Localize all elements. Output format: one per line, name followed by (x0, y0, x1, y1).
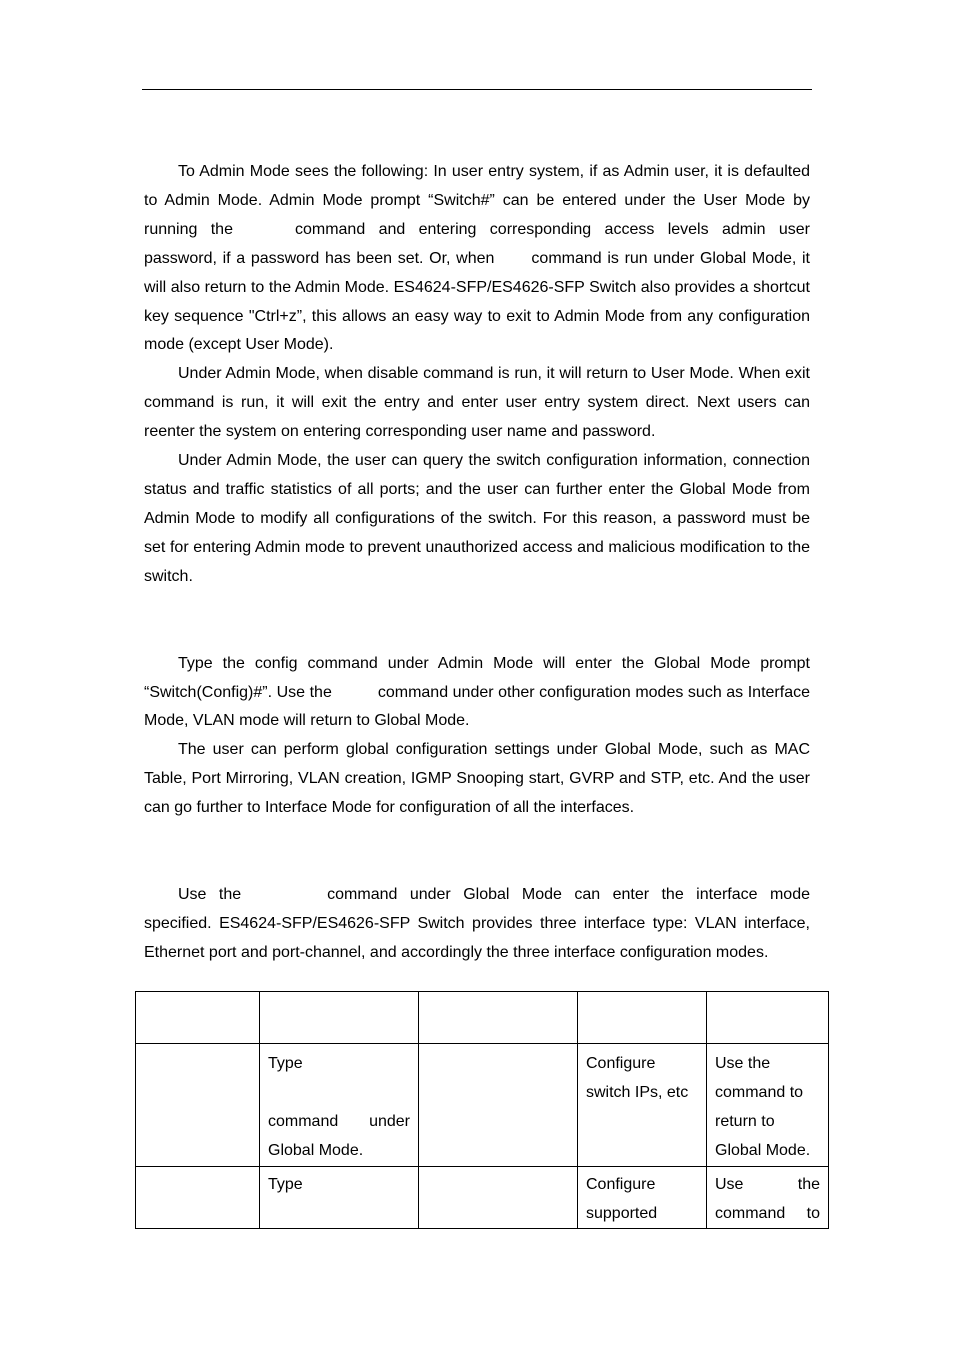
table-cell-function (578, 1044, 707, 1167)
admin-mode-paragraph-1 (144, 158, 810, 360)
exit-word: command (715, 1204, 786, 1222)
table-header-row (136, 992, 829, 1044)
table-cell-function (578, 1166, 707, 1229)
interface-modes-table (135, 991, 829, 1229)
document-body (144, 158, 810, 968)
function-line: switch IPs, etc (586, 1083, 689, 1101)
entry-line: Type (268, 1055, 303, 1072)
header-rule (142, 89, 812, 90)
interface-mode-paragraph-1 (144, 881, 810, 968)
section-gap-interface (144, 823, 810, 881)
function-line: Configure (586, 1175, 656, 1193)
admin-p1-text-a: To Admin Mode sees the following: In user entry system, if as Admin user, it is defaulted to Admin Mode. Admin Mode prompt “Switch#” can be entered under the User Mode by running the (144, 163, 810, 238)
admin-p1-text-c: command is run under Global Mode, it will also return to the Admin Mode. ES4624-SFP/ES4626-SFP Switch also provides a shortcut key sequence "Ctrl+z”, this allows an easy way to exit to Admin Mode from any configuration mode (except User Mode). (144, 249, 811, 354)
global-mode-paragraph-1 (144, 650, 810, 737)
function-line: Configure (586, 1055, 656, 1072)
admin-mode-paragraph-2: Under Admin Mode, when disable command is run, it will return to User Mode. When exit command is run, it will exit the entry and enter user entry system direct. Next users can reenter the system on entering corresponding user name and password. (144, 365, 810, 441)
admin-mode-paragraph-3: Under Admin Mode, the user can query the switch configuration information, connection status and traffic statistics of all ports; and the user can further enter the Global Mode from Admin Mode to modify all configurations of the switch. For this reason, a password must be set for entering Admin mode to prevent unauthorized access and malicious modification to the switch. (144, 452, 810, 585)
table-cell-prompt (419, 1044, 578, 1167)
table-cell-exit (707, 1166, 829, 1229)
interface-p1-text-a: Use the (178, 886, 242, 904)
table-cell-prompt (419, 1166, 578, 1229)
exit-line: return to (715, 1112, 775, 1130)
table-cell-mode (136, 1166, 260, 1229)
table-cell-exit (707, 1044, 829, 1167)
exit-line: Global Mode. (715, 1141, 811, 1159)
table-header-cell (136, 992, 260, 1044)
exit-line: command to (715, 1083, 804, 1101)
global-mode-paragraph-2: The user can perform global configuration settings under Global Mode, such as MAC Table, Port Mirroring, VLAN creation, IGMP Snooping start, GVRP and STP, etc. And the user can go further to Interface Mode for configuration of all the interfaces. (144, 741, 810, 817)
global-p1-text-a: Type the config command under Admin Mode will enter the Global Mode prompt “Switch(Config)#”. Use the (144, 654, 810, 701)
entry-blank-line (268, 1079, 410, 1108)
exit-word: the (797, 1175, 820, 1193)
entry-word: command (268, 1112, 339, 1130)
entry-line: Type (268, 1175, 303, 1193)
table-header-cell (419, 992, 578, 1044)
exit-word: to (806, 1204, 820, 1222)
exit-line: Use the (715, 1055, 771, 1072)
entry-word: under (369, 1112, 410, 1130)
table-row (136, 1166, 829, 1229)
entry-line: Global Mode. (268, 1141, 364, 1159)
table-row (136, 1044, 829, 1167)
function-line: supported (586, 1204, 658, 1222)
admin-p1-text-b: command and entering corresponding access levels admin user password, if a password has been set. Or, when (144, 220, 810, 267)
table-cell-mode (136, 1044, 260, 1167)
global-p1-text-b: command under other configuration modes such as Interface Mode, VLAN mode will return to Global Mode. (144, 683, 810, 730)
table-cell-entry (260, 1166, 419, 1229)
interface-p1-text-b: command under Global Mode can enter the interface mode specified. ES4624-SFP/ES4626-SFP Switch provides three interface type: VLAN interface, Ethernet port and port-channel, and accordingly the three interface configuration modes. (144, 886, 811, 961)
exit-word: Use (715, 1175, 744, 1193)
table-header-cell (707, 992, 829, 1044)
table-header-cell (578, 992, 707, 1044)
exit-justified-line (715, 1171, 820, 1200)
entry-justified-line (268, 1108, 410, 1137)
section-gap-global (144, 592, 810, 650)
table-cell-entry (260, 1044, 419, 1167)
table-header-cell (260, 992, 419, 1044)
exit-justified-line (715, 1200, 820, 1229)
